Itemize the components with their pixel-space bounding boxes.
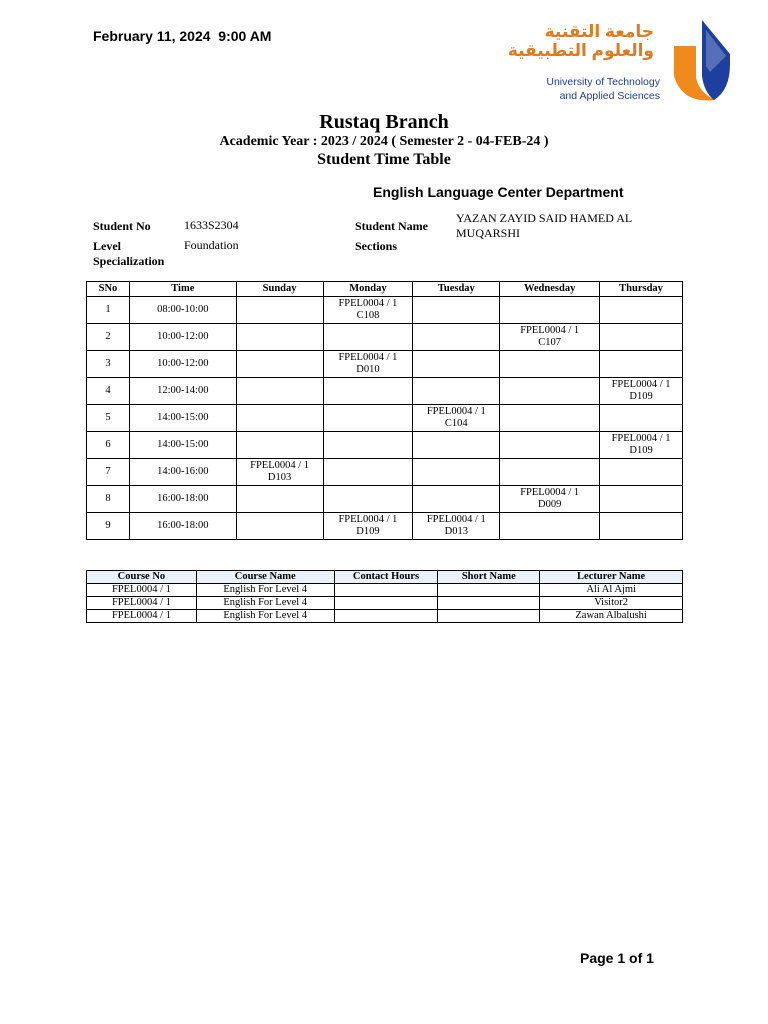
specialization-label: Specialization xyxy=(93,254,165,268)
timetable-title: Student Time Table xyxy=(317,151,451,168)
header-thursday: Thursday xyxy=(600,282,683,297)
logo-arabic-line1: جامعة التقنية xyxy=(544,22,654,41)
sno-cell: 6 xyxy=(87,432,130,459)
student-no-value: 1633S2304 xyxy=(184,218,239,232)
table-row xyxy=(87,378,683,405)
tuesday-cell xyxy=(413,486,500,513)
header-monday: Monday xyxy=(323,282,413,297)
course-name-cell: English For Level 4 xyxy=(196,610,334,623)
thursday-cell xyxy=(600,486,683,513)
course-no-cell: FPEL0004 / 1 xyxy=(87,610,197,623)
thursday-cell xyxy=(600,297,683,324)
room-code: D009 xyxy=(537,499,562,510)
sno-cell: 1 xyxy=(87,297,130,324)
monday-cell xyxy=(323,513,413,540)
branch-title: Rustaq Branch xyxy=(319,111,449,133)
print-date: February 11, 2024 9:00 AM xyxy=(93,28,272,44)
room-code: D109 xyxy=(629,391,653,402)
sunday-cell xyxy=(236,405,323,432)
course-code: FPEL0004 / 1 xyxy=(338,352,398,363)
thursday-cell xyxy=(600,351,683,378)
sno-cell: 8 xyxy=(87,486,130,513)
contact-hours-cell xyxy=(334,597,438,610)
sunday-cell xyxy=(236,513,323,540)
courses-header-row xyxy=(87,571,683,584)
logo-english-line2: and Applied Sciences xyxy=(559,90,660,102)
student-name-line1: YAZAN ZAYID SAID HAMED AL xyxy=(456,211,633,225)
sno-cell: 5 xyxy=(87,405,130,432)
wednesday-cell xyxy=(500,378,600,405)
wednesday-cell xyxy=(500,297,600,324)
header-wednesday: Wednesday xyxy=(500,282,600,297)
course-code: FPEL0004 / 1 xyxy=(611,433,671,444)
sno-cell: 2 xyxy=(87,324,130,351)
tuesday-cell xyxy=(413,297,500,324)
room-code: C104 xyxy=(444,418,468,429)
wednesday-cell xyxy=(500,459,600,486)
course-name-cell: English For Level 4 xyxy=(196,584,334,597)
header-sno: SNo xyxy=(87,282,130,297)
timetable-header-row xyxy=(87,282,683,297)
thursday-cell xyxy=(600,513,683,540)
room-code: C108 xyxy=(356,310,380,321)
header-lecturer-name: Lecturer Name xyxy=(540,571,683,584)
table-row xyxy=(87,432,683,459)
short-name-cell xyxy=(438,610,540,623)
time-cell: 14:00-15:00 xyxy=(129,405,236,432)
table-row xyxy=(87,405,683,432)
student-name-line2: MUQARSHI xyxy=(456,226,521,240)
time-cell: 10:00-12:00 xyxy=(129,324,236,351)
academic-year: Academic Year : 2023 / 2024 ( Semester 2 - 04-FEB-24 ) xyxy=(219,134,549,149)
wednesday-cell xyxy=(500,351,600,378)
tuesday-cell xyxy=(413,324,500,351)
monday-cell xyxy=(323,486,413,513)
header-short-name: Short Name xyxy=(438,571,540,584)
header-sunday: Sunday xyxy=(236,282,323,297)
course-code: FPEL0004 / 1 xyxy=(338,514,398,525)
course-code: FPEL0004 / 1 xyxy=(426,514,486,525)
sections-label: Sections xyxy=(355,239,397,253)
sunday-cell xyxy=(236,297,323,324)
university-emblem-icon xyxy=(670,20,734,104)
header-tuesday: Tuesday xyxy=(413,282,500,297)
table-row xyxy=(87,351,683,378)
monday-cell xyxy=(323,297,413,324)
course-code: FPEL0004 / 1 xyxy=(426,406,486,417)
course-name-cell: English For Level 4 xyxy=(196,597,334,610)
time-cell: 14:00-15:00 xyxy=(129,432,236,459)
page-number: Page 1 of 1 xyxy=(580,950,654,966)
level-label: Level xyxy=(93,239,121,253)
monday-cell xyxy=(323,459,413,486)
wednesday-cell xyxy=(500,324,600,351)
short-name-cell xyxy=(438,584,540,597)
time-cell: 12:00-14:00 xyxy=(129,378,236,405)
header-course-no: Course No xyxy=(87,571,197,584)
thursday-cell xyxy=(600,378,683,405)
course-code: FPEL0004 / 1 xyxy=(611,379,671,390)
time-cell: 16:00-18:00 xyxy=(129,486,236,513)
time-cell: 08:00-10:00 xyxy=(129,297,236,324)
tuesday-cell xyxy=(413,351,500,378)
courses-table xyxy=(86,570,683,623)
table-row xyxy=(87,486,683,513)
wednesday-cell xyxy=(500,513,600,540)
room-code: D103 xyxy=(267,472,292,483)
table-row xyxy=(87,297,683,324)
header-course-name: Course Name xyxy=(196,571,334,584)
sunday-cell xyxy=(236,351,323,378)
monday-cell xyxy=(323,405,413,432)
lecturer-name-cell: Visitor2 xyxy=(540,597,683,610)
course-no-cell: FPEL0004 / 1 xyxy=(87,597,197,610)
wednesday-cell xyxy=(500,486,600,513)
contact-hours-cell xyxy=(334,610,438,623)
monday-cell xyxy=(323,432,413,459)
room-code: D109 xyxy=(629,445,653,456)
thursday-cell xyxy=(600,405,683,432)
room-code: C107 xyxy=(538,337,562,348)
room-code: D010 xyxy=(356,364,380,375)
table-row xyxy=(87,597,683,610)
timetable-table xyxy=(86,281,683,540)
lecturer-name-cell: Zawan Albalushi xyxy=(540,610,683,623)
course-code: FPEL0004 / 1 xyxy=(520,487,580,498)
sunday-cell xyxy=(236,486,323,513)
course-code: FPEL0004 / 1 xyxy=(520,325,580,336)
sunday-cell xyxy=(236,378,323,405)
monday-cell xyxy=(323,378,413,405)
table-row xyxy=(87,610,683,623)
sno-cell: 7 xyxy=(87,459,130,486)
course-code: FPEL0004 / 1 xyxy=(250,460,310,471)
department-name: English Language Center Department xyxy=(373,184,624,200)
contact-hours-cell xyxy=(334,584,438,597)
monday-cell xyxy=(323,351,413,378)
short-name-cell xyxy=(438,597,540,610)
course-no-cell: FPEL0004 / 1 xyxy=(87,584,197,597)
time-cell: 16:00-18:00 xyxy=(129,513,236,540)
room-code: D013 xyxy=(444,526,468,537)
sunday-cell xyxy=(236,324,323,351)
tuesday-cell xyxy=(413,459,500,486)
thursday-cell xyxy=(600,324,683,351)
monday-cell xyxy=(323,324,413,351)
student-no-label: Student No xyxy=(93,219,151,233)
sunday-cell xyxy=(236,459,323,486)
sno-cell: 4 xyxy=(87,378,130,405)
wednesday-cell xyxy=(500,432,600,459)
student-name-label: Student Name xyxy=(355,219,429,233)
header-contact-hours: Contact Hours xyxy=(334,571,438,584)
course-code: FPEL0004 / 1 xyxy=(338,298,398,309)
table-row xyxy=(87,513,683,540)
logo-english-line1: University of Technology xyxy=(546,76,660,88)
tuesday-cell xyxy=(413,405,500,432)
sno-cell: 9 xyxy=(87,513,130,540)
time-cell: 14:00-16:00 xyxy=(129,459,236,486)
tuesday-cell xyxy=(413,513,500,540)
lecturer-name-cell: Ali Al Ajmi xyxy=(540,584,683,597)
logo-arabic-line2: والعلوم التطبيقية xyxy=(507,41,654,60)
tuesday-cell xyxy=(413,378,500,405)
table-row xyxy=(87,584,683,597)
wednesday-cell xyxy=(500,405,600,432)
room-code: D109 xyxy=(356,526,380,537)
table-row xyxy=(87,324,683,351)
sunday-cell xyxy=(236,432,323,459)
header-time: Time xyxy=(129,282,236,297)
tuesday-cell xyxy=(413,432,500,459)
thursday-cell xyxy=(600,432,683,459)
level-value: Foundation xyxy=(184,238,239,252)
table-row xyxy=(87,459,683,486)
university-logo xyxy=(507,18,734,106)
sno-cell: 3 xyxy=(87,351,130,378)
time-cell: 10:00-12:00 xyxy=(129,351,236,378)
thursday-cell xyxy=(600,459,683,486)
